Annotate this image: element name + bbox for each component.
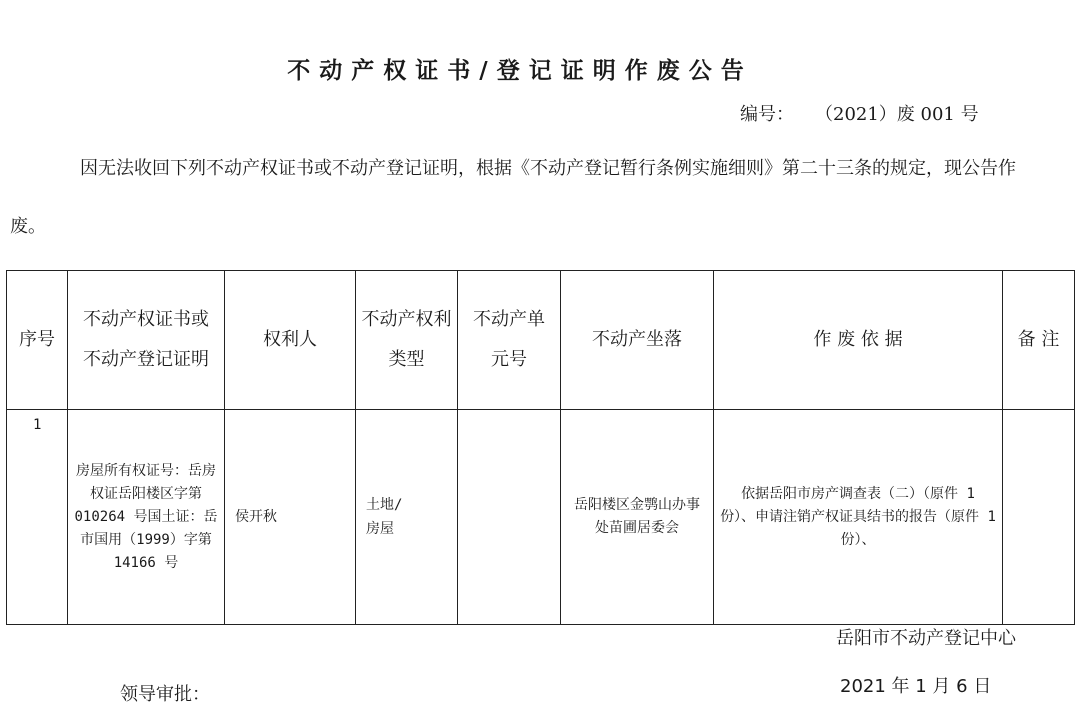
issuer-name: 岳阳市不动产登记中心 — [836, 628, 1016, 649]
cell-right-type-text: 土地/房屋 — [366, 497, 403, 537]
header-cert — [68, 271, 225, 410]
approval-label: 领导审批： — [120, 684, 210, 705]
cell-owner: 侯开秋 — [225, 410, 356, 625]
header-unit-no-text: 不动产单元号 — [473, 309, 545, 370]
records-table — [6, 270, 1075, 625]
cell-basis: 依据岳阳市房产调查表（二）（原件 1 份）、申请注销产权证具结书的报告（原件 1 份）、 — [714, 410, 1003, 625]
cell-remark — [1003, 410, 1075, 625]
cell-right-type — [356, 410, 458, 625]
header-cert-text: 不动产权证书或不动产登记证明 — [83, 309, 209, 370]
header-location: 不动产坐落 — [561, 271, 714, 410]
cell-cert: 房屋所有权证号：岳房权证岳阳楼区字第 010264 号国土证：岳市国用（1999）字第 14166 号 — [68, 410, 225, 625]
header-owner: 权利人 — [225, 271, 356, 410]
issue-date: 2021 年 1 月 6 日 — [840, 676, 992, 697]
cell-unit-no — [458, 410, 561, 625]
header-remark: 备 注 — [1003, 271, 1075, 410]
header-seq: 序号 — [7, 271, 68, 410]
header-unit-no — [458, 271, 561, 410]
header-basis: 作 废 依 据 — [714, 271, 1003, 410]
table-header-row — [7, 271, 1075, 410]
document-title: 不动产权证书/登记证明作废公告 — [287, 58, 753, 84]
document-number-value: （2021）废 001 号 — [824, 104, 979, 125]
cell-location: 岳阳楼区金鹗山办事处苗圃居委会 — [561, 410, 714, 625]
intro-paragraph: 因无法收回下列不动产权证书或不动产登记证明，根据《不动产登记暂行条例实施细则》第二十三条的规定，现公告作废。 — [10, 158, 1016, 237]
header-right-type-text: 不动产权利类型 — [361, 309, 452, 370]
header-right-type — [356, 271, 458, 410]
cell-seq: 1 — [7, 410, 68, 625]
document-number — [740, 100, 979, 126]
table-row — [7, 410, 1075, 625]
document-number-label: 编号： — [740, 104, 794, 125]
